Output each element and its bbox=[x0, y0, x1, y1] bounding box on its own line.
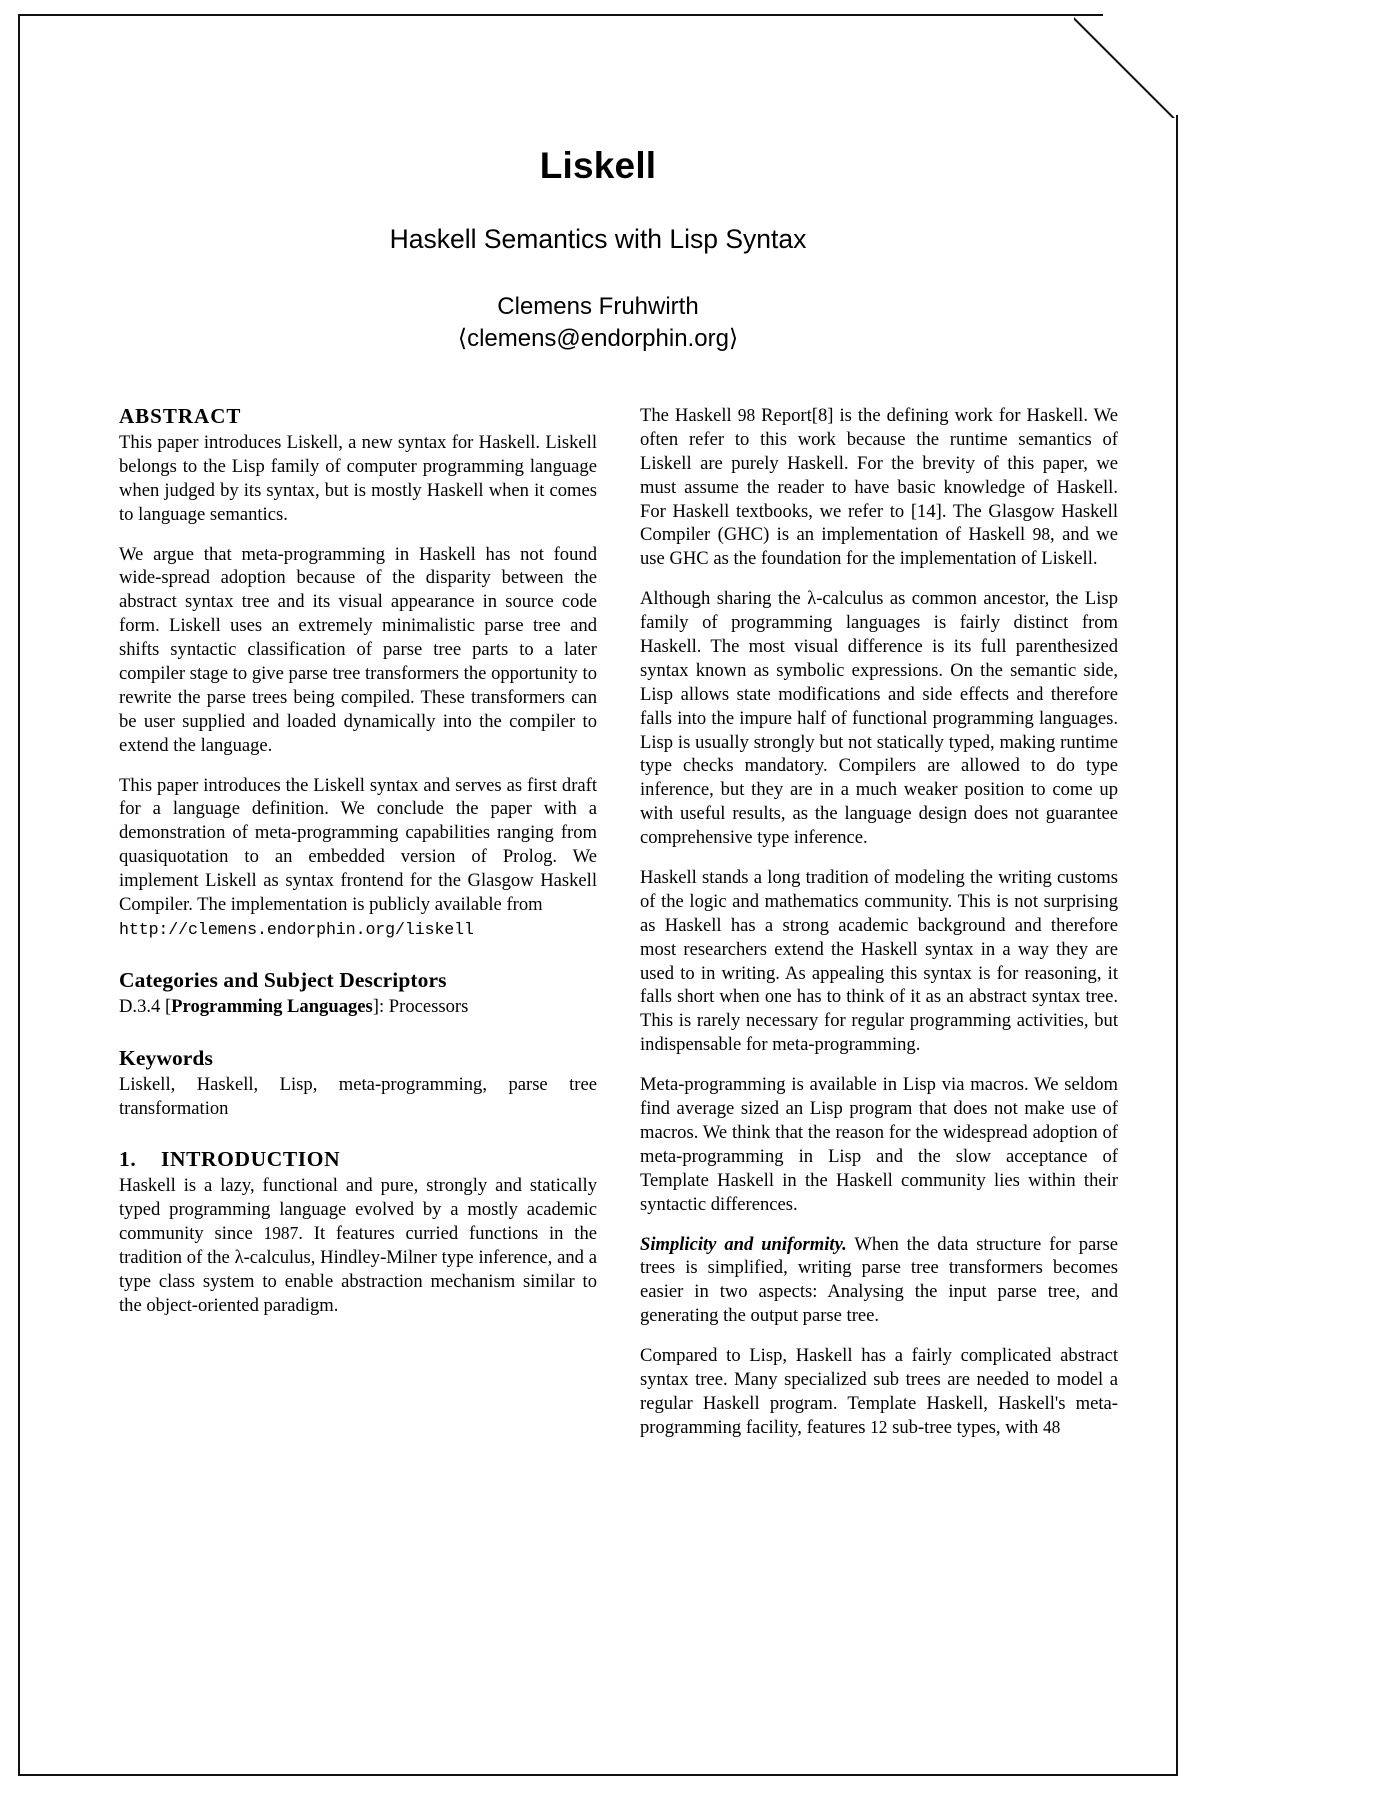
abstract-paragraph-2: We argue that meta-programming in Haskell has not found wide-spread adoption because of the disparity between the abstract syntax tree and its visual appearance in source code form. Liskell uses an extremely minimalistic parse tree and shifts syntactic classification of parse tree parts to a later compiler stage to give parse tree transformers the opportunity to rewrite the parse trees being compiled. These transformers can be user supplied and loaded dynamically into the compiler to extend the language. bbox=[119, 543, 597, 756]
keywords-text: Liskell, Haskell, Lisp, meta-programming, parse tree transformation bbox=[119, 1073, 597, 1119]
rp1-a: The Haskell bbox=[640, 405, 738, 426]
introduction-paragraph-1 bbox=[119, 1174, 597, 1317]
abstract-heading: ABSTRACT bbox=[119, 404, 242, 428]
rp1-d: , and we use bbox=[640, 524, 1118, 570]
ghc-abbreviation-2: GHC bbox=[669, 548, 709, 570]
rp6-b: sub-tree types, with bbox=[887, 1416, 1043, 1438]
rp1-b: Report[8] is the defining work for Haskell. We often refer to this work because the runtime semantics of Liskell are purely Haskell. For the brevity of this paper, we must assume the reader to have basic knowledge of Haskell. For Haskell textbooks, we refer to [14]. The Glasgow Haskell Compiler ( bbox=[640, 405, 1118, 546]
project-url[interactable]: http://clemens.endorphin.org/liskell bbox=[119, 919, 474, 939]
page-border-right bbox=[1176, 115, 1178, 1776]
paper-page-sheet bbox=[18, 14, 1178, 1776]
rp1-e: as the foundation for the implementation of Liskell. bbox=[708, 548, 1098, 570]
right-paragraph-2: Although sharing the λ-calculus as common ancestor, the Lisp family of programming languages is fairly distinct from Haskell. The most visual difference is its full parenthesized syntax known as symbolic expressions. On the semantic side, Lisp allows state modifications and side effects and therefore falls into the impure half of functional programming languages. Lisp is usually strongly but not statically typed, making runtime type checks mandatory. Compilers are allowed to do type inference, but they are in a much weaker position to come up with useful results, as the language design does not guarantee comprehensive type inference. bbox=[640, 588, 1118, 849]
runin-heading-simplicity: Simplicity and uniformity. bbox=[640, 1233, 847, 1255]
intro-year: 1987 bbox=[263, 1223, 299, 1244]
right-paragraph-3: Haskell stands a long tradition of modeling the writing customs of the logic and mathematics community. This is not surprising as Haskell has a strong academic background and therefore most researchers extend the Haskell syntax in a way they are used to in writing. As appealing this syntax is for reasoning, it falls short when one has to think of it as an abstract syntax tree. This is rarely necessary for regular programming activities, but indispensable for meta-programming. bbox=[640, 867, 1118, 1056]
categories-code: D.3.4 [ bbox=[119, 995, 172, 1017]
right-paragraph-6 bbox=[640, 1344, 1118, 1440]
page-subtitle: Haskell Semantics with Lisp Syntax bbox=[389, 224, 807, 254]
abstract-paragraph-1: This paper introduces Liskell, a new syntax for Haskell. Liskell belongs to the Lisp family of computer programming language when judged by its syntax, but is mostly Haskell when it comes to language semantics. bbox=[119, 432, 597, 525]
abstract-paragraph-3-text: This paper introduces the Liskell syntax and serves as first draft for a language definition. We conclude the paper with a demonstration of meta-programming capabilities ranging from quasiquotation to an embedded version of Prolog. We implement Liskell as syntax frontend for the Glasgow Haskell Compiler. The implementation is publicly available from bbox=[119, 774, 597, 916]
subtree-type-count: 12 bbox=[870, 1416, 888, 1437]
haskell-version-2: 98 bbox=[1032, 524, 1051, 545]
right-paragraph-5 bbox=[640, 1233, 1118, 1329]
section-title: INTRODUCTION bbox=[161, 1147, 341, 1172]
page-title: Liskell bbox=[539, 145, 657, 186]
categories-bold: Programming Languages bbox=[171, 995, 373, 1017]
categories-text bbox=[119, 995, 597, 1019]
left-column bbox=[119, 404, 597, 1440]
author-name: Clemens Fruhwirth bbox=[497, 293, 699, 320]
keywords-heading: Keywords bbox=[119, 1045, 213, 1070]
right-column bbox=[640, 404, 1118, 1440]
rp1-c: ) is an implementation of Haskell bbox=[763, 524, 1033, 546]
section-heading-introduction bbox=[119, 1147, 597, 1172]
rp5-text: When the data structure for parse trees is simplified, writing parse tree transformers becomes easier in two aspects: Analysing the input parse tree, and generating the output parse tree. bbox=[640, 1233, 1118, 1327]
page-border-bottom bbox=[18, 1774, 1178, 1776]
categories-heading: Categories and Subject Descriptors bbox=[119, 967, 447, 992]
intro-text-a: Haskell is a lazy, functional and pure, strongly and statically typed programming language evolved by a mostly academic community since bbox=[119, 1175, 597, 1245]
two-column-body bbox=[119, 404, 1119, 1440]
abstract-paragraph-3 bbox=[119, 774, 597, 941]
section-number: 1. bbox=[119, 1147, 137, 1172]
intro-text-b: . It features curried functions in the tradition of the λ-calculus, Hindley-Milner type inference, and a type class system to enable abstraction mechanism similar to the object-oriented paradigm. bbox=[119, 1223, 597, 1316]
ghc-abbreviation-1: GHC bbox=[723, 524, 764, 546]
document-header bbox=[18, 14, 1178, 353]
right-paragraph-1 bbox=[640, 404, 1118, 571]
author-email[interactable]: ⟨clemens@endorphin.org⟩ bbox=[457, 325, 739, 352]
categories-rest: ]: Processors bbox=[372, 995, 469, 1017]
haskell-version-1: 98 bbox=[737, 405, 756, 425]
rp6-a: Compared to Lisp, Haskell has a fairly complicated abstract syntax tree. Many specialized sub trees are needed to model a regular Haskell program. Template Haskell, Haskell's meta-programming facility, features bbox=[640, 1345, 1118, 1438]
right-paragraph-4: Meta-programming is available in Lisp via macros. We seldom find average sized an Lisp program that does not make use of macros. We think that the reason for the widespread adoption of meta-programming in Lisp and the slow acceptance of Template Haskell in the Haskell community lies within their syntactic differences. bbox=[640, 1074, 1118, 1215]
constructor-count: 48 bbox=[1042, 1416, 1061, 1437]
